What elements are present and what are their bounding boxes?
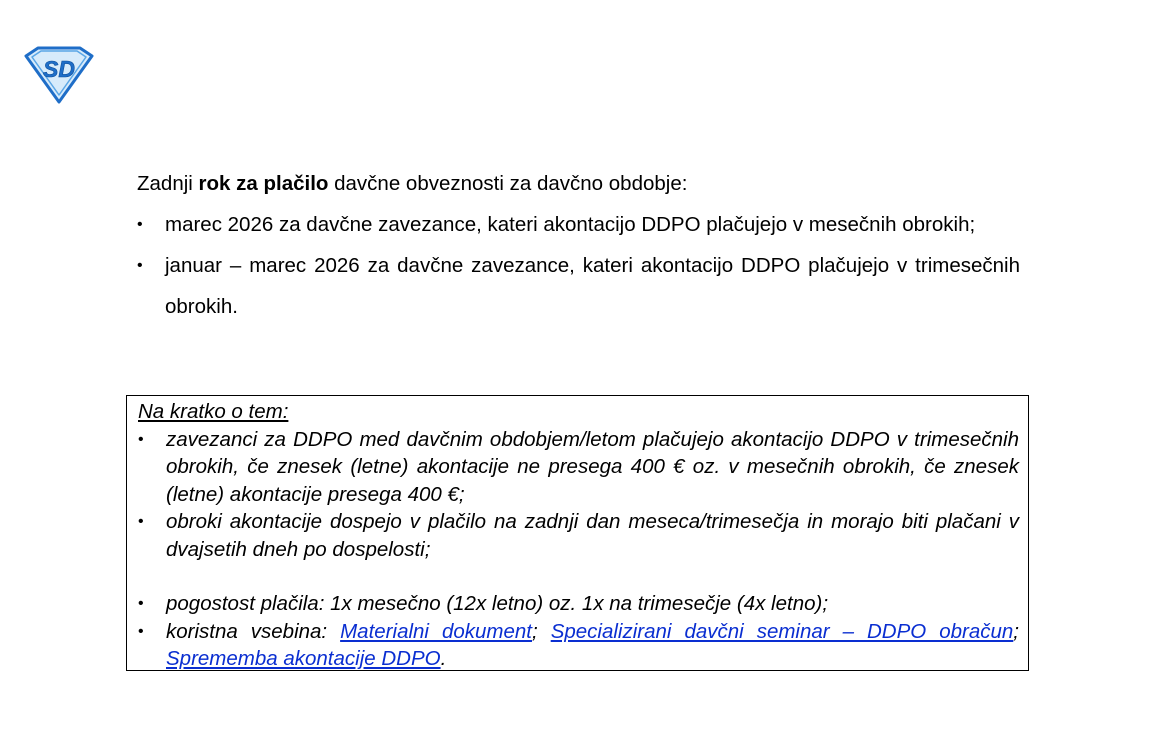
bullet-icon: •	[137, 216, 143, 233]
material-document-link[interactable]: Materialni dokument	[340, 619, 532, 643]
bullet-icon: •	[137, 257, 143, 274]
sd-shield-logo-icon	[22, 46, 96, 104]
bullet-icon: •	[138, 513, 144, 530]
links-prefix: koristna vsebina:	[166, 619, 341, 643]
list-item-text: obroki akontacije dospejo v plačilo na zadnji dan meseca/trimesečja in morajo biti plačani v dvajsetih dneh po dospelosti;	[166, 510, 1019, 561]
links-separator: ;	[1013, 619, 1019, 643]
bullet-icon: •	[138, 430, 144, 448]
summary-box	[126, 395, 1029, 671]
intro-lead-bold: rok za plačilo	[198, 172, 329, 195]
akontacija-change-link[interactable]: Sprememba akontacije DDPO	[166, 647, 441, 670]
list-item	[138, 590, 1019, 618]
payment-deadline-section	[137, 163, 1020, 327]
summary-list	[138, 426, 1019, 673]
links-suffix: .	[440, 647, 447, 670]
seminar-link[interactable]: Specializirani davčni seminar – DDPO obračun	[550, 619, 1014, 643]
bullet-icon: •	[138, 595, 144, 612]
list-item-text: zavezanci za DDPO med davčnim obdobjem/letom plačujejo akontacijo DDPO v trimesečnih obrokih, če znesek (letne) akontacije ne presega 400 € oz. v mesečnih obrokih, če znesek (letne) akontacije presega 400 €;	[166, 427, 1019, 506]
bullet-icon: •	[138, 622, 144, 640]
company-logo	[22, 46, 96, 104]
list-item-text: januar – marec 2026 za davčne zavezance, kateri akontacijo DDPO plačujejo v trimesečnih obrokih.	[165, 254, 1020, 318]
links-separator: ;	[532, 619, 551, 643]
intro-lead-suffix: davčne obveznosti za davčno obdobje:	[328, 172, 688, 195]
list-item-text: marec 2026 za davčne zavezance, kateri akontacijo DDPO plačujejo v mesečnih obrokih;	[165, 213, 976, 236]
logo-text: SD	[43, 56, 75, 82]
summary-title: Na kratko o tem:	[138, 400, 289, 423]
list-item	[137, 245, 1020, 327]
intro-lead	[137, 163, 1020, 204]
intro-lead-prefix: Zadnji	[137, 172, 199, 195]
list-item-text: pogostost plačila: 1x mesečno (12x letno) oz. 1x na trimesečje (4x letno);	[166, 592, 829, 615]
list-item	[137, 204, 1020, 245]
list-item-links	[138, 618, 1019, 673]
deadline-list	[137, 204, 1020, 327]
list-item	[138, 426, 1019, 509]
list-item	[138, 508, 1019, 563]
